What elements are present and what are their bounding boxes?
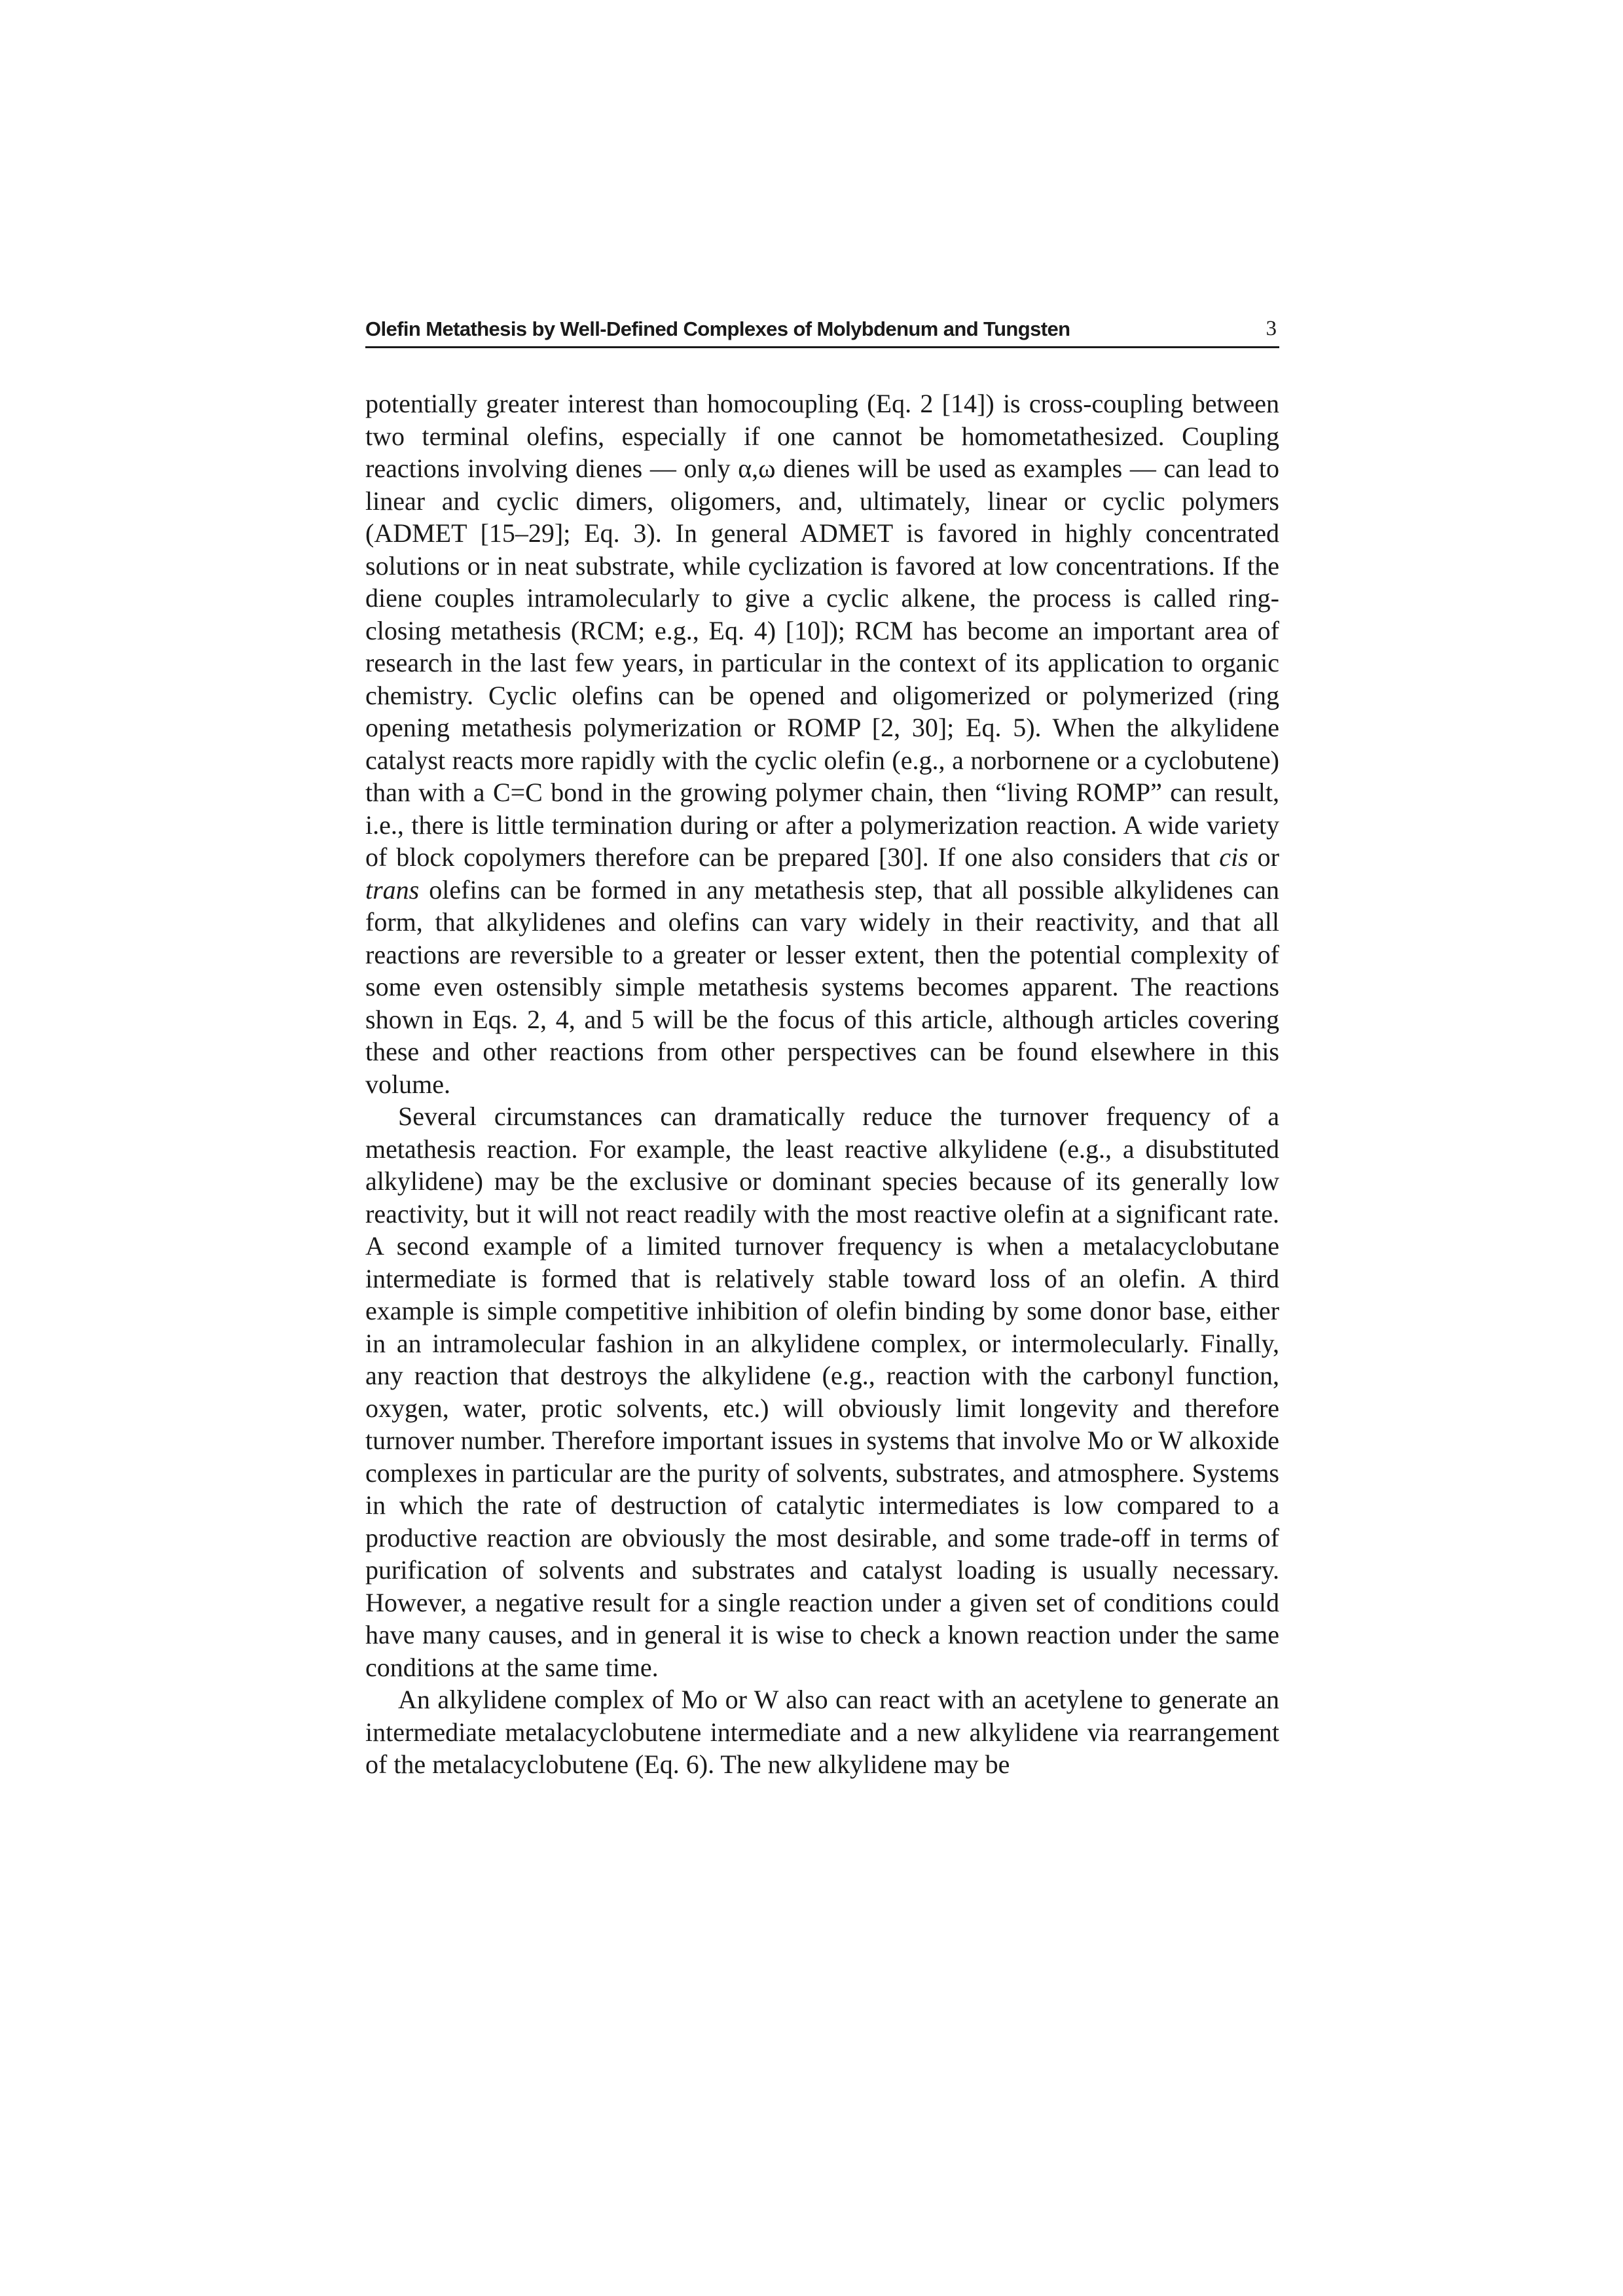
- paragraph-3-text: An alkylidene complex of Mo or W also can react with an acetylene to generate an intermediate metalacyclobutene intermediate and a new alkylidene via rearrangement of the metalacyclobutene (Eq. 6). The new alkylidene may be: [365, 1685, 1279, 1779]
- paragraph-1-text: olefins can be formed in any metathesis step, that all possible alkylidenes can form, that alkylidenes and olefins can vary widely in their reactivity, and that all reactions are reversible to a greater or lesser extent, then the potential complexity of some even ostensibly simple metathesis systems becomes apparent. The reactions shown in Eqs. 2, 4, and 5 will be the focus of this article, although articles covering these and other reactions from other perspectives can be found elsewhere in this volume.: [365, 874, 1279, 1099]
- paragraph-1: [365, 387, 1279, 1100]
- paragraph-2: [365, 1100, 1279, 1683]
- body-text: [365, 387, 1279, 1781]
- running-header: [365, 308, 1279, 348]
- paragraph-3: [365, 1683, 1279, 1781]
- page-number: 3: [1266, 317, 1277, 340]
- paragraph-2-text: Several circumstances can dramatically reduce the turnover frequency of a metathesis reaction. For example, the least reactive alkylidene (e.g., a disubstituted alkylidene) may be the exclusive or dominant species because of its generally low reactivity, but it will not react readily with the most reactive olefin at a significant rate. A second example of a limited turnover frequency is when a metalacyclobutane intermediate is formed that is relatively stable toward loss of an olefin. A third example is simple competitive inhibition of olefin binding by some donor base, either in an intramolecular fashion in an alkylidene complex, or intermolecularly. Finally, any reaction that destroys the alkylidene (e.g., reaction with the carbonyl function, oxygen, water, protic solvents, etc.) will obviously limit longevity and therefore turnover number. Therefore important issues in systems that involve Mo or W alkoxide complexes in particular are the purity of solvents, substrates, and atmosphere. Systems in which the rate of destruction of catalytic intermediates is low compared to a productive reaction are obviously the most desirable, and some trade-off in terms of purification of solvents and substrates and catalyst loading is usually necessary. However, a negative result for a single reaction under a given set of conditions could have many causes, and in general it is wise to check a known reaction under the same conditions at the same time.: [365, 1102, 1279, 1682]
- running-title: Olefin Metathesis by Well-Defined Complexes of Molybdenum and Tungsten: [365, 317, 1070, 340]
- italic-term-trans: trans: [365, 874, 420, 905]
- paragraph-1-text: potentially greater interest than homocoupling (Eq. 2 [14]) is cross-coupling between two terminal olefins, especially if one cannot be homometathesized. Coupling reactions involving dienes — only α,ω dienes will be used as examples — can lead to linear and cyclic dimers, oligomers, and, ultimately, linear or cyclic polymers (ADMET [15–29]; Eq. 3). In general ADMET is favored in highly concentrated solutions or in neat substrate, while cyclization is favored at low concentrations. If the diene couples intramolecularly to give a cyclic alkene, the process is called ring-closing metathesis (RCM; e.g., Eq. 4) [10]); RCM has become an important area of research in the last few years, in particular in the context of its application to organic chemistry. Cyclic olefins can be opened and oligomerized or polymerized (ring opening metathesis polymerization or ROMP [2, 30]; Eq. 5). When the alkylidene catalyst reacts more rapidly with the cyclic olefin (e.g., a norbornene or a cyclobutene) than with a C=C bond in the growing polymer chain, then “living ROMP” can result, i.e., there is little termination during or after a polymerization reaction. A wide variety of block copolymers therefore can be prepared [30]. If one also considers that: [365, 389, 1279, 872]
- italic-term-cis: cis: [1219, 842, 1249, 872]
- paragraph-1-text: or: [1248, 842, 1279, 872]
